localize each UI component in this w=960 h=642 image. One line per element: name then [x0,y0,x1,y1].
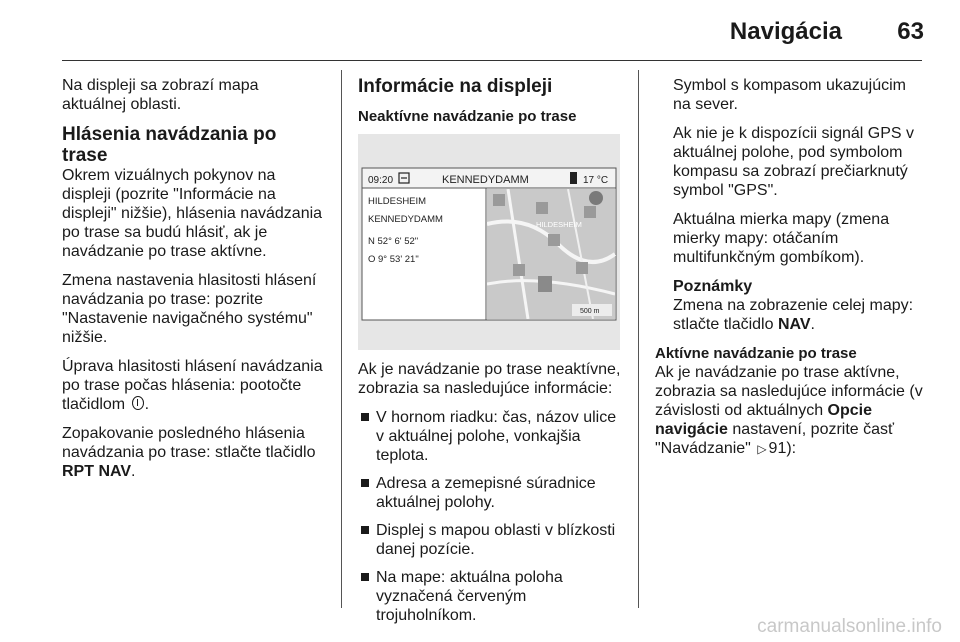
note-end: . [810,316,815,333]
header-rule [62,60,922,61]
paragraph-4-text: Zopakovanie posledného hlásenia navádzania po trase: stlačte tlačidlo [62,425,316,461]
page-reference-arrow-icon: ▷ [757,442,767,456]
note-text [673,296,925,334]
note-block [655,277,925,334]
column-divider-2 [638,70,639,608]
gps-text: Ak nie je k dispozícii signál GPS v aktuálnej polohe, pod symbolom kompasu sa zobrazí prečiarknutý symbol "GPS". [673,125,914,199]
screen-thermometer-icon [570,172,577,184]
page-title: Navigácia [729,18,842,45]
section-heading: Hlásenia navádzania po trase [62,124,277,166]
screen-time: 09:20 [368,175,394,186]
screen-city: HILDESHEIM [368,196,427,207]
list-item: Adresa a zemepisné súradnice aktuálnej polohy. [358,474,624,512]
page-reference: 91): [768,440,797,457]
page-number: 63 [897,18,924,45]
column-divider-1 [341,70,342,608]
scale-text: Aktuálna mierka mapy (zmena mierky mapy: otáčaním multifunkčným gombíkom). [673,211,890,266]
active-info-text-b: nastavení, pozrite časť "Navádzanie" [655,421,895,457]
screen-latitude: N 52° 6' 52" [368,236,419,247]
paragraph-4 [62,424,324,481]
note-heading: Poznámky [673,278,753,295]
inactive-info-list [358,408,624,625]
display-info-heading: Informácie na displeji [358,76,553,97]
paragraph-2: Zmena nastavenia hlasitosti hlásení navádzania po trase: pozrite "Nastavenie navigačného systému" nižšie. [62,272,317,346]
nav-options-name: Opcie navigácie [655,402,873,438]
active-info-text [655,363,925,459]
note-text-a: Zmena na zobrazenie celej mapy: stlačte tlačidlo [673,297,914,333]
screen-longitude: O 9° 53' 21" [368,254,419,265]
nav-button-name: NAV [777,316,811,333]
list-item: Displej s mapou oblasti v blízkosti danej pozície. [358,521,624,559]
control-knob-icon [132,396,144,410]
column-1 [62,76,324,491]
map-city-label: HILDESHEIM [536,220,582,229]
watermark: carmanualsonline.info [757,616,942,637]
inactive-info-text: Ak je navádzanie po trase neaktívne, zobrazia sa nasledujúce informácie: [358,361,621,397]
rpt-nav-button-name: RPT NAV [62,463,132,480]
paragraph-4-end: . [131,463,136,480]
map-scale: 500 m [580,308,600,315]
screen-temperature: 17 °C [583,175,609,186]
paragraph-3-end: . [144,396,150,413]
screen-map [487,189,615,319]
paragraph-3 [62,357,324,414]
display-screen-image [358,134,620,350]
paragraph-1: Okrem vizuálnych pokynov na displeji (pozrite "Informácie na displeji" nižšie), hlásenia navádzania po trase sa budú hlásiť, ak je navádzanie po trase aktívne. [62,167,323,260]
list-item: V hornom riadku: čas, názov ulice v aktuálnej polohe, vonkajšia teplota. [358,408,624,465]
screen-street: KENNEDYDAMM [442,174,529,186]
compass-text: Symbol s kompasom ukazujúcim na sever. [673,77,906,113]
list-item: Na mape: aktuálna poloha vyznačená červeným trojuholníkom. [358,568,624,625]
active-info-text-a: Ak je navádzanie po trase aktívne, zobrazia sa nasledujúce informácie (v závislosti od aktuálnych [655,364,923,419]
page-header [0,0,960,62]
column-3 [655,76,925,469]
inactive-guidance-subheading: Neaktívne navádzanie po trase [358,108,577,125]
active-guidance-subheading: Aktívne navádzanie po trase [655,345,857,362]
column-2 [358,76,624,634]
intro-text: Na displeji sa zobrazí mapa aktuálnej oblasti. [62,77,259,113]
screen-address: KENNEDYDAMM [368,214,443,225]
paragraph-3-text: Úprava hlasitosti hlásení navádzania po trase počas hlásenia: pootočte tlačidlom [62,358,323,413]
